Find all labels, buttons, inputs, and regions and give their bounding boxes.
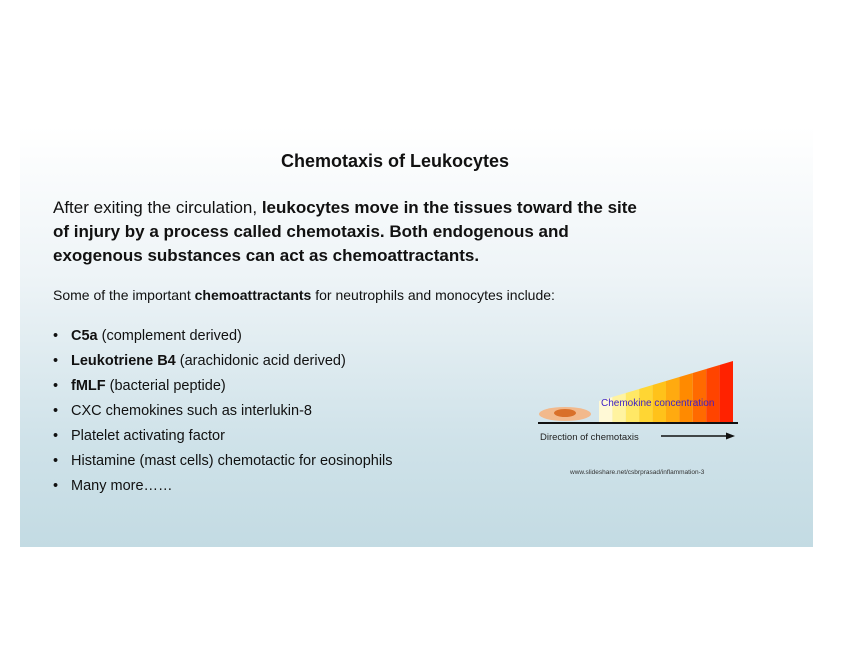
item-text: Histamine (mast cells) chemotactic for eosinophils — [71, 453, 393, 469]
arrow-head-icon — [726, 433, 735, 440]
gradient-bar — [720, 361, 733, 423]
item-text: Platelet activating factor — [71, 428, 225, 444]
item-text: Many more…… — [71, 478, 173, 494]
source-credit: www.slideshare.net/csbrprasad/inflammation-3 — [570, 469, 705, 476]
slide-title: Chemotaxis of Leukocytes — [280, 151, 510, 171]
gradient-bar — [706, 365, 719, 423]
gradient-bar — [693, 369, 706, 423]
sub-prefix: Some of the important — [53, 287, 195, 303]
list-item — [53, 351, 393, 376]
sub-bold: chemoattractants — [194, 287, 312, 303]
list-item — [53, 451, 393, 476]
chemoattractant-list — [53, 326, 393, 501]
item-bold: Leukotriene B4 — [71, 353, 176, 369]
intro-paragraph — [53, 196, 653, 268]
item-text: (bacterial peptide) — [105, 378, 226, 394]
list-item — [53, 426, 393, 451]
sub-suffix: for neutrophils and monocytes include: — [311, 287, 555, 303]
leukocyte-cell-icon — [539, 407, 591, 421]
concentration-gradient — [599, 361, 733, 423]
item-bold: C5a — [71, 328, 98, 344]
chemoattractants-intro — [53, 287, 673, 303]
chemotaxis-figure — [535, 356, 745, 448]
list-item — [53, 376, 393, 401]
direction-label: Direction of chemotaxis — [540, 432, 639, 443]
list-item — [53, 326, 393, 351]
intro-plain: After exiting the circulation, — [53, 198, 262, 217]
item-text: (arachidonic acid derived) — [175, 353, 346, 369]
gradient-label: Chemokine concentration — [601, 398, 715, 409]
list-item — [53, 476, 393, 501]
list-item — [53, 401, 393, 426]
intro-bold: leukocytes move in the tissues toward the site of injury by a process called chemotaxis. Both endogenous and exogenous substances can act as chemoattractants. — [53, 198, 637, 265]
item-bold: fMLF — [71, 378, 106, 394]
item-text: (complement derived) — [97, 328, 242, 344]
item-text: CXC chemokines such as interlukin-8 — [71, 403, 312, 419]
